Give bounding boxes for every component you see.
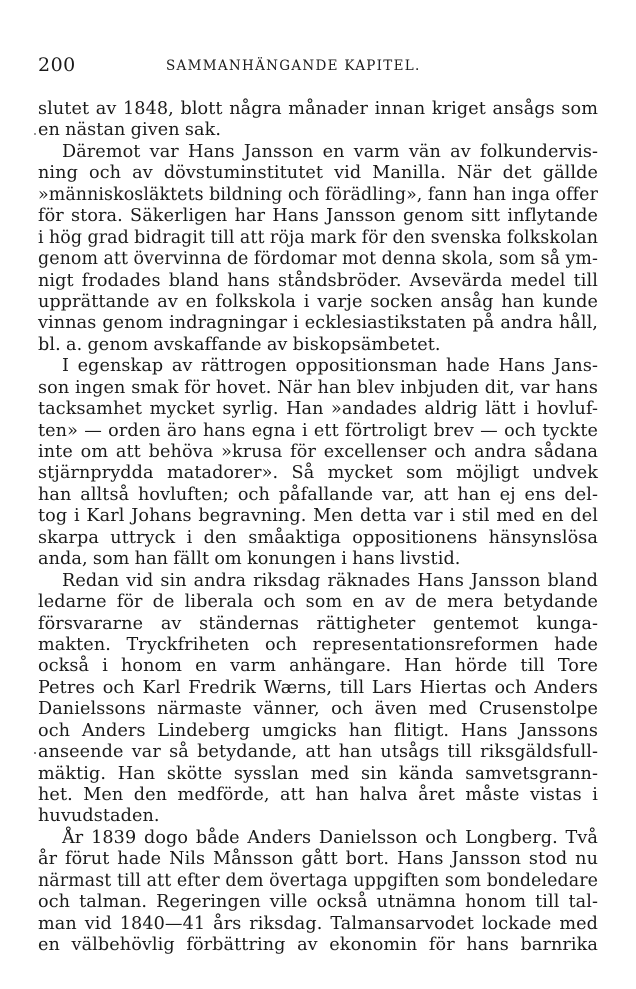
margin-speck xyxy=(34,752,36,754)
text-line: slutet av 1848, blott några månader innan kriget ansågs som xyxy=(38,99,598,119)
text-line: stjärnprydda matadorer». Så mycket som möjligt undvek xyxy=(38,463,598,484)
text-line: vinnas genom indragningar i ecklesiastikstaten på andra håll, xyxy=(38,313,598,334)
text-line: en välbehövlig förbättring av ekonomin för hans barnrika xyxy=(38,935,598,956)
page-number: 200 xyxy=(38,54,76,76)
text-line: I egenskap av rättrogen oppositionsman hade Hans Jans- xyxy=(62,356,598,377)
text-line: anseende var så betydande, att han utsågs till riksgäldsfull- xyxy=(38,742,598,763)
text-line: och Anders Lindeberg umgicks han flitigt. Hans Janssons xyxy=(38,720,598,741)
text-line: mäktig. Han skötte sysslan med sin kända samvetsgrann- xyxy=(38,763,598,784)
text-line: också i honom en varm anhängare. Han hörde till Tore xyxy=(38,656,598,677)
text-line: huvudstaden. xyxy=(38,806,160,827)
text-line: Danielssons närmaste vänner, och även med Crusenstolpe xyxy=(38,699,598,720)
text-line: son ingen smak för hovet. När han blev inbjuden dit, var hans xyxy=(38,377,598,398)
text-line: bl. a. genom avskaffande av biskopsämbetet. xyxy=(38,334,441,355)
text-line: anda, som han fällt om konungen i hans livstid. xyxy=(38,549,461,570)
text-line: för stora. Säkerligen har Hans Jansson genom sitt inflytande xyxy=(38,206,598,227)
text-line: inte om att behöva »krusa för excellenser och andra sådana xyxy=(38,442,598,462)
text-line: År 1839 dogo både Anders Danielsson och Longberg. Två xyxy=(62,827,598,848)
text-line: försvararne av ständernas rättigheter gentemot kunga- xyxy=(38,613,598,634)
text-line: tacksamhet mycket syrlig. Han »andades aldrig lätt i hovluf- xyxy=(38,399,598,420)
text-line: en nästan given sak. xyxy=(38,120,222,141)
text-line: närmast till att efter dem övertaga uppgiften som bondeledare xyxy=(38,870,598,891)
text-line: Petres och Karl Fredrik Wærns, till Lars Hiertas och Anders xyxy=(38,677,598,698)
running-head: SAMMANHÄNGANDE KAPITEL. xyxy=(166,58,421,74)
text-line: skarpa uttryck i den småaktiga oppositionens hänsynslösa xyxy=(38,527,598,548)
text-line: ten» — orden äro hans egna i ett förtroligt brev — och tyckte xyxy=(38,420,598,441)
text-line: »människosläktets bildning och förädling», fann han inga offer xyxy=(38,184,598,205)
text-line: och talman. Regeringen ville också utnämna honom till tal- xyxy=(38,892,598,913)
text-line: i hög grad bidragit till att röja mark för den svenska folkskolan xyxy=(38,227,598,248)
body-text xyxy=(38,99,598,957)
text-line: upprättande av en folkskola i varje socken ansåg han kunde xyxy=(38,291,598,312)
text-line: tog i Karl Johans begravning. Men detta var i stil med en del xyxy=(38,506,598,527)
text-line: år förut hade Nils Månsson gått bort. Hans Jansson stod nu xyxy=(38,849,598,870)
text-line: ledarne för de liberala och som en av de mera betydande xyxy=(38,592,598,613)
text-line: han alltså hovluften; och påfallande var, att han ej ens del- xyxy=(38,484,598,505)
text-line: man vid 1840—41 års riksdag. Talmansarvodet lockade med xyxy=(38,913,598,934)
text-line: Däremot var Hans Jansson en varm vän av folkundervis- xyxy=(62,141,598,162)
margin-speck xyxy=(34,133,36,135)
text-line: genom att övervinna de fördomar mot denna skola, som så ym- xyxy=(38,249,598,270)
text-line: makten. Tryckfriheten och representationsreformen hade xyxy=(38,634,598,655)
text-line: Redan vid sin andra riksdag räknades Hans Jansson bland xyxy=(62,570,598,591)
text-line: nigt frodades bland hans ståndsbröder. Avsevärda medel till xyxy=(38,270,598,291)
page-header xyxy=(38,54,598,78)
text-line: het. Men den medförde, att han halva året måste vistas i xyxy=(38,785,598,805)
text-line: ning och av dövstuminstitutet vid Manilla. När det gällde xyxy=(38,163,598,184)
